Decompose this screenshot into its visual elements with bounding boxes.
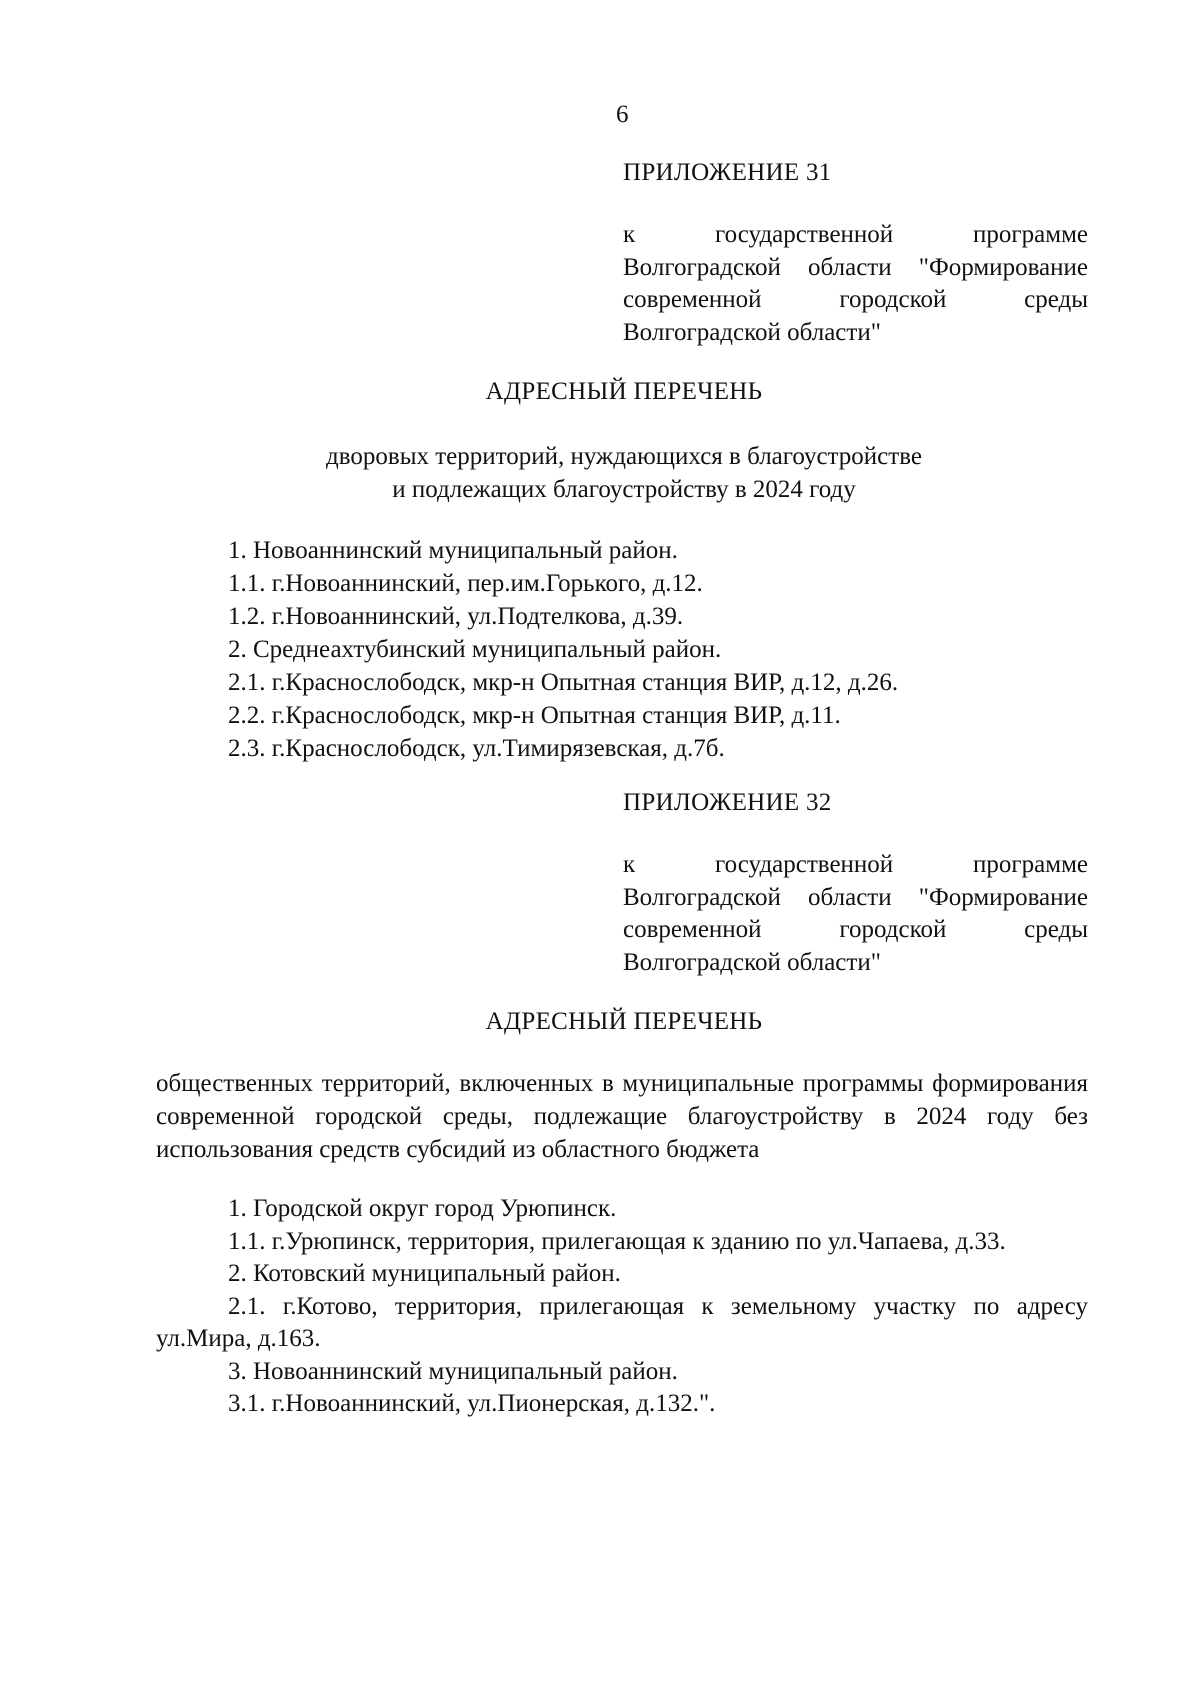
list-item: 2.2. г.Краснослободск, мкр-н Опытная станция ВИР, д.11. bbox=[228, 702, 841, 729]
list-item: 2. Котовский муниципальный район. bbox=[228, 1260, 621, 1287]
list-item: 3. Новоаннинский муниципальный район. bbox=[228, 1357, 678, 1385]
appendix-32-heading: ПРИЛОЖЕНИЕ 32 bbox=[623, 789, 832, 816]
section-1-title: АДРЕСНЫЙ ПЕРЕЧЕНЬ bbox=[485, 378, 763, 405]
section-2-title: АДРЕСНЫЙ ПЕРЕЧЕНЬ bbox=[485, 1008, 763, 1035]
list-item: 1. Городской округ город Урюпинск. bbox=[228, 1195, 617, 1222]
appendix-31-heading: ПРИЛОЖЕНИЕ 31 bbox=[623, 159, 832, 186]
list-item: 1.1. г.Новоаннинский, пер.им.Горького, д.12. bbox=[228, 570, 703, 597]
section-1-address-list bbox=[228, 534, 898, 765]
section-2-address-list bbox=[156, 1193, 1088, 1421]
page-number: 6 bbox=[616, 101, 629, 128]
list-item: 2.3. г.Краснослободск, ул.Тимирязевская, д.7б. bbox=[228, 735, 725, 762]
list-item: 2.1. г.Краснослободск, мкр-н Опытная станция ВИР, д.12, д.26. bbox=[228, 669, 899, 696]
section-1-subtitle-line-1: дворовых территорий, нуждающихся в благоустройстве bbox=[326, 443, 922, 470]
list-item: 3.1. г.Новоаннинский, ул.Пионерская, д.132.". bbox=[228, 1390, 716, 1417]
appendix-32-note: к государственной программе Волгоградской области "Формирование современной городской среды Волгоградской области" bbox=[623, 851, 1088, 976]
list-item: 1.2. г.Новоаннинский, ул.Подтелкова, д.39. bbox=[228, 603, 684, 630]
section-2-subtitle: общественных территорий, включенных в муниципальные программы формирования современной городской среды, подлежащие благоустройству в 2024 году без использования средств субсидий из областного бюджета bbox=[156, 1070, 1088, 1163]
section-1-subtitle-line-2: и подлежащих благоустройству в 2024 году bbox=[392, 476, 856, 503]
list-item: 1.1. г.Урюпинск, территория, прилегающая к зданию по ул.Чапаева, д.33. bbox=[228, 1227, 1006, 1255]
list-item: 1. Новоаннинский муниципальный район. bbox=[228, 537, 678, 564]
appendix-31-note: к государственной программе Волгоградской области "Формирование современной городской среды Волгоградской области" bbox=[623, 221, 1088, 346]
list-item: 2.1. г.Котово, территория, прилегающая к земельному участку по адресу ул.Мира, д.163. bbox=[156, 1292, 1088, 1352]
list-item: 2. Среднеахтубинский муниципальный район. bbox=[228, 636, 722, 663]
